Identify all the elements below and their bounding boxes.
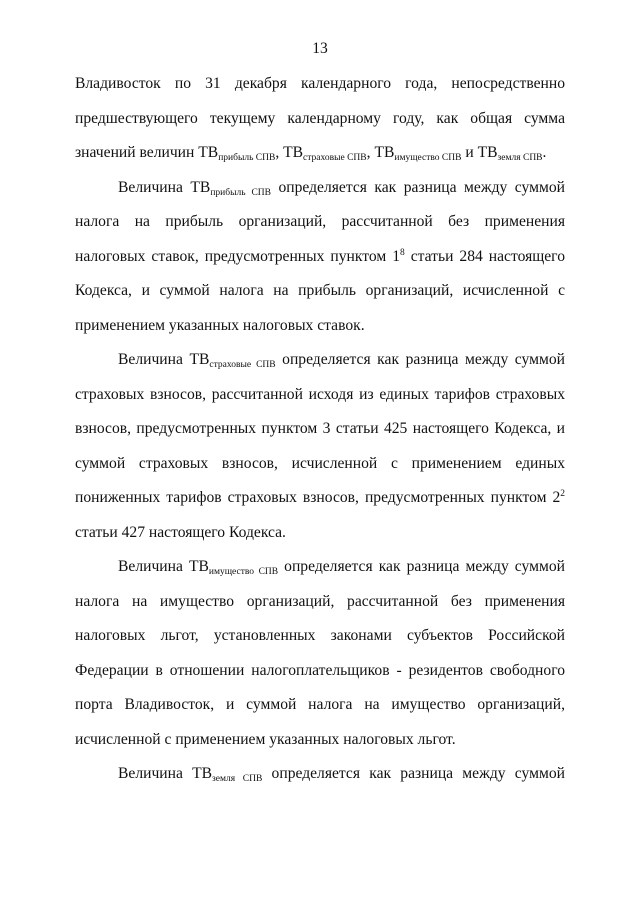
paragraph-continuation	[75, 67, 565, 171]
text-run: Величина ТВ	[118, 351, 210, 368]
subscript: имущество СПВ	[208, 567, 279, 577]
text-run: , ТВ	[275, 144, 304, 161]
subscript: прибыль СПВ	[210, 187, 271, 198]
subscript: прибыль СПВ	[218, 153, 276, 163]
paragraph-property	[75, 550, 565, 757]
subscript: страховые СПВ	[303, 153, 367, 163]
text-run: .	[542, 144, 547, 161]
subscript: имущество СПВ	[394, 153, 462, 163]
superscript: 2	[560, 489, 565, 499]
text-run: Величина ТВ	[118, 558, 209, 575]
subscript: земля СПВ	[497, 153, 543, 163]
text-run: статьи 284 настоящего Кодекса, и суммой налога на прибыль организаций, исчисленной с применением указанных налоговых ставок.	[75, 247, 565, 334]
paragraph-insurance	[75, 343, 565, 550]
subscript: страховые СПВ	[209, 360, 276, 370]
text-run: и ТВ	[461, 144, 498, 161]
paragraph-land	[75, 757, 565, 792]
paragraph-profit	[75, 171, 565, 344]
text-run: Владивосток по 31 декабря календарного года, непосредственно предшествующего текущему календарному году, как общая сумма значений величин ТВ	[75, 75, 565, 161]
subscript: земля СПВ	[212, 774, 263, 784]
superscript: 8	[400, 247, 405, 258]
text-run: Величина ТВ	[118, 765, 213, 782]
text-run: статьи 427 настоящего Кодекса.	[75, 523, 286, 541]
text-run: определяется как разница между суммой налога на прибыль организаций, рассчитанной без применения налоговых ставок, предусмотренных пунктом 1	[75, 178, 565, 265]
text-run: Величина ТВ	[118, 178, 211, 196]
text-run: определяется как разница между суммой налога на имущество организаций, рассчитанной без применения налоговых льгот, установленных законами субъектов Российской Федерации в отношении налогоплательщиков - резидентов свободного порта Владивосток, и суммой налога на имущество организаций, исчисленной с применением указанных налоговых льгот.	[75, 558, 565, 748]
text-run: , ТВ	[366, 144, 395, 161]
text-run: определяется как разница между суммой страховых взносов, рассчитанной исходя из единых тарифов страховых взносов, предусмотренных пунктом 3 статьи 425 настоящего Кодекса, и суммой страховых взносов, исчисленной с применением единых пониженных тарифов страховых взносов, предусмотренных пунктом 2	[75, 351, 565, 506]
page-number: 13	[312, 40, 328, 57]
text-run: определяется как разница между суммой	[262, 765, 565, 782]
body-text	[75, 67, 565, 792]
